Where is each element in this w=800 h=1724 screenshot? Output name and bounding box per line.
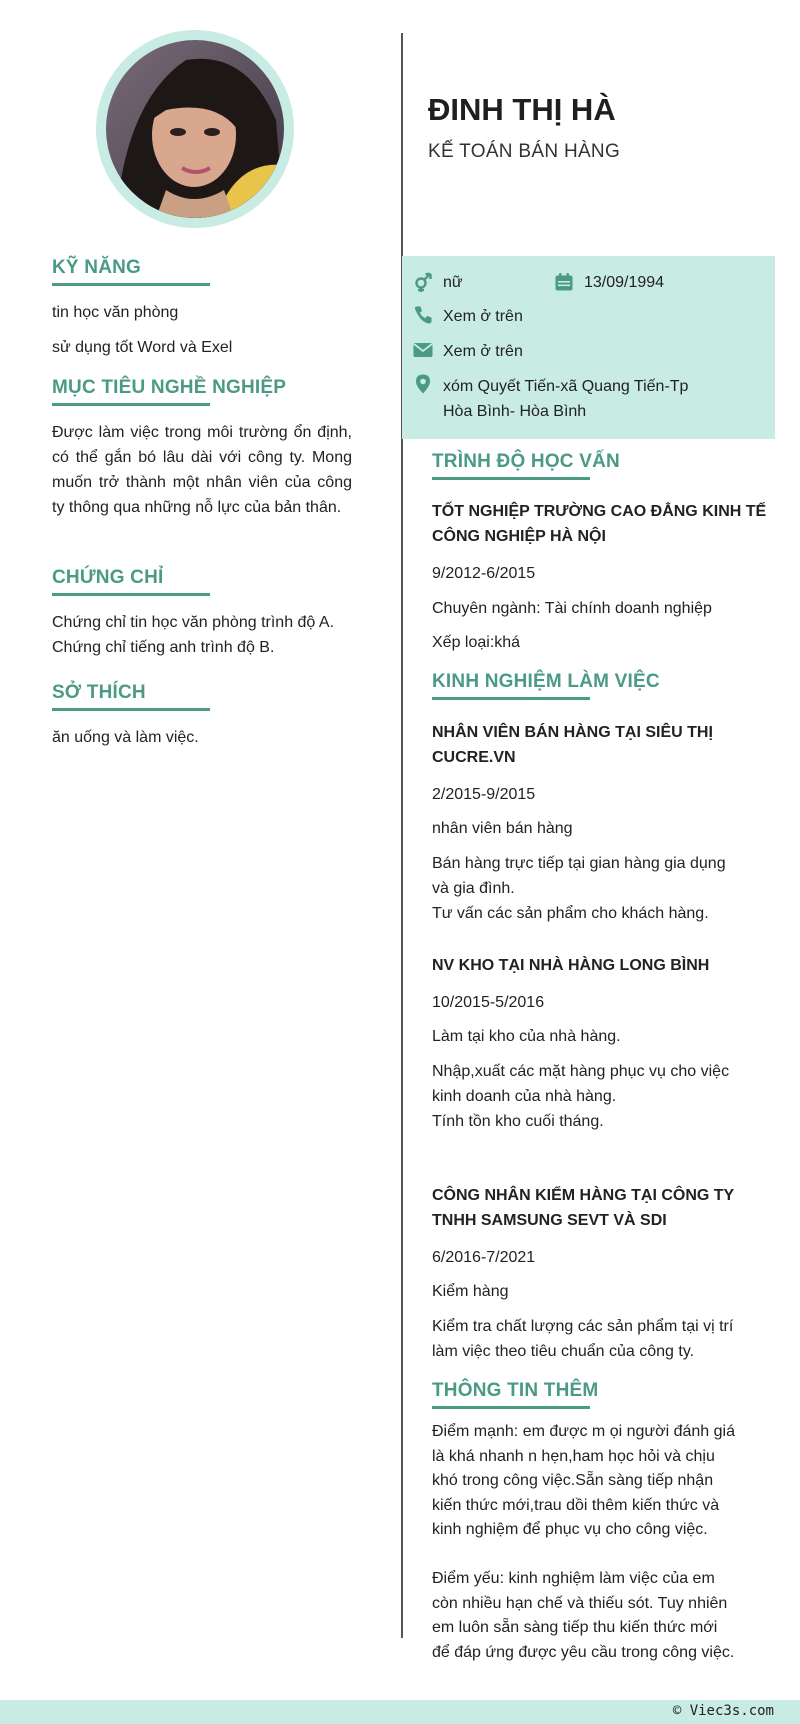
job-desc: Kiểm tra chất lượng các sản phẩm tại vị trí: [432, 1318, 734, 1335]
job-desc: Tư vấn các sản phẩm cho khách hàng.: [432, 905, 709, 922]
footer-bar: [0, 1700, 800, 1724]
additional-underline: [432, 1406, 590, 1409]
additional-line: em luôn sẵn sàng tiếp thu kiến thức mới: [432, 1619, 718, 1636]
job-period: 6/2016-7/2021: [432, 1249, 536, 1266]
additional-line: Điểm mạnh: em được m ọi người đánh giá: [432, 1423, 735, 1440]
email-icon: [413, 340, 433, 360]
job-desc: làm việc theo tiêu chuẩn của công ty.: [432, 1343, 695, 1360]
education-major: Chuyên ngành: Tài chính doanh nghiệp: [432, 600, 712, 617]
additional-line: để đáp ứng được yêu cầu trong công việc.: [432, 1644, 735, 1661]
job-title: CUCRE.VN: [432, 749, 516, 766]
phone-value: Xem ở trên: [443, 308, 523, 325]
job-desc: Tính tồn kho cuối tháng.: [432, 1113, 604, 1130]
job-period: 10/2015-5/2016: [432, 994, 545, 1011]
avatar-photo: [106, 40, 284, 218]
additional-title: THÔNG TIN THÊM: [432, 1380, 599, 1401]
additional-line: kinh nghiệm để phục vụ cho công việc.: [432, 1521, 708, 1538]
skill-item: tin học văn phòng: [52, 304, 179, 321]
job-title: CÔNG NHÂN KIỂM HÀNG TẠI CÔNG TY: [432, 1187, 735, 1204]
candidate-name: ĐINH THỊ HÀ: [428, 92, 616, 127]
additional-line: Điểm yếu: kinh nghiệm làm việc của em: [432, 1570, 715, 1587]
certificate-item: Chứng chỉ tiếng anh trình độ B.: [52, 639, 275, 656]
address-line: Hòa Bình- Hòa Bình: [443, 403, 587, 420]
experience-title: KINH NGHIỆM LÀM VIỆC: [432, 671, 660, 692]
certificate-item: Chứng chỉ tin học văn phòng trình độ A.: [52, 614, 335, 631]
objective-text: Được làm việc trong môi trường ổn định, có thể gắn bó lâu dài với công ty. Mong muốn trở thành một nhân viên của công ty thông qua những nỗ lực của bản thân.: [52, 424, 352, 516]
job-desc: Nhập,xuất các mặt hàng phục vụ cho việc: [432, 1063, 730, 1080]
footer-copyright: © Viec3s.com: [672, 1703, 774, 1719]
education-title: TRÌNH ĐỘ HỌC VẤN: [432, 451, 620, 472]
additional-line: còn nhiều hạn chế và thiếu sót. Tuy nhiên: [432, 1595, 728, 1612]
certificates-title: CHỨNG CHỈ: [52, 567, 164, 588]
job-title: NHÂN VIÊN BÁN HÀNG TẠI SIÊU THỊ: [432, 724, 713, 741]
dob-value: 13/09/1994: [584, 274, 665, 291]
gender-value: nữ: [443, 274, 463, 291]
phone-icon: [413, 305, 433, 325]
job-desc: Bán hàng trực tiếp tại gian hàng gia dụng: [432, 855, 726, 872]
hobbies-title: SỞ THÍCH: [52, 682, 146, 703]
job-role: Làm tại kho của nhà hàng.: [432, 1028, 621, 1045]
additional-line: là khá nhanh n hẹn,ham học hỏi và chịu: [432, 1448, 715, 1465]
hobbies-underline: [52, 708, 210, 711]
job-desc: kinh doanh của nhà hàng.: [432, 1088, 617, 1105]
email-value: Xem ở trên: [443, 343, 523, 360]
address-line: xóm Quyết Tiến-xã Quang Tiến-Tp: [443, 378, 689, 395]
additional-line: kiến thức mới,trau dồi thêm kiến thức và: [432, 1497, 720, 1514]
job-desc: và gia đình.: [432, 880, 515, 897]
objective-underline: [52, 403, 210, 406]
avatar-ring: [96, 30, 294, 228]
candidate-position: KẾ TOÁN BÁN HÀNG: [428, 141, 621, 162]
job-title: TNHH SAMSUNG SEVT VÀ SDI: [432, 1212, 667, 1229]
skills-underline: [52, 283, 210, 286]
skill-item: sử dụng tốt Word và Exel: [52, 339, 233, 356]
education-underline: [432, 477, 590, 480]
objective-title: MỤC TIÊU NGHỀ NGHIỆP: [52, 377, 287, 398]
job-role: Kiểm hàng: [432, 1283, 509, 1300]
school-name: TỐT NGHIỆP TRƯỜNG CAO ĐẲNG KINH TẾ: [432, 503, 767, 520]
education-period: 9/2012-6/2015: [432, 565, 536, 582]
location-icon: [413, 374, 433, 394]
job-role: nhân viên bán hàng: [432, 820, 573, 837]
skills-title: KỸ NĂNG: [52, 257, 142, 278]
calendar-icon: [554, 272, 574, 292]
job-title: NV KHO TẠI NHÀ HÀNG LONG BÌNH: [432, 957, 710, 974]
job-period: 2/2015-9/2015: [432, 786, 536, 803]
gender-icon: [413, 272, 433, 292]
certificates-underline: [52, 593, 210, 596]
education-grade: Xếp loại:khá: [432, 634, 521, 651]
experience-underline: [432, 697, 590, 700]
additional-line: khó trong công việc.Sẵn sàng tiếp nhận: [432, 1472, 714, 1489]
hobbies-text: ăn uống và làm việc.: [52, 729, 199, 746]
school-name: CÔNG NGHIỆP HÀ NỘI: [432, 528, 606, 545]
